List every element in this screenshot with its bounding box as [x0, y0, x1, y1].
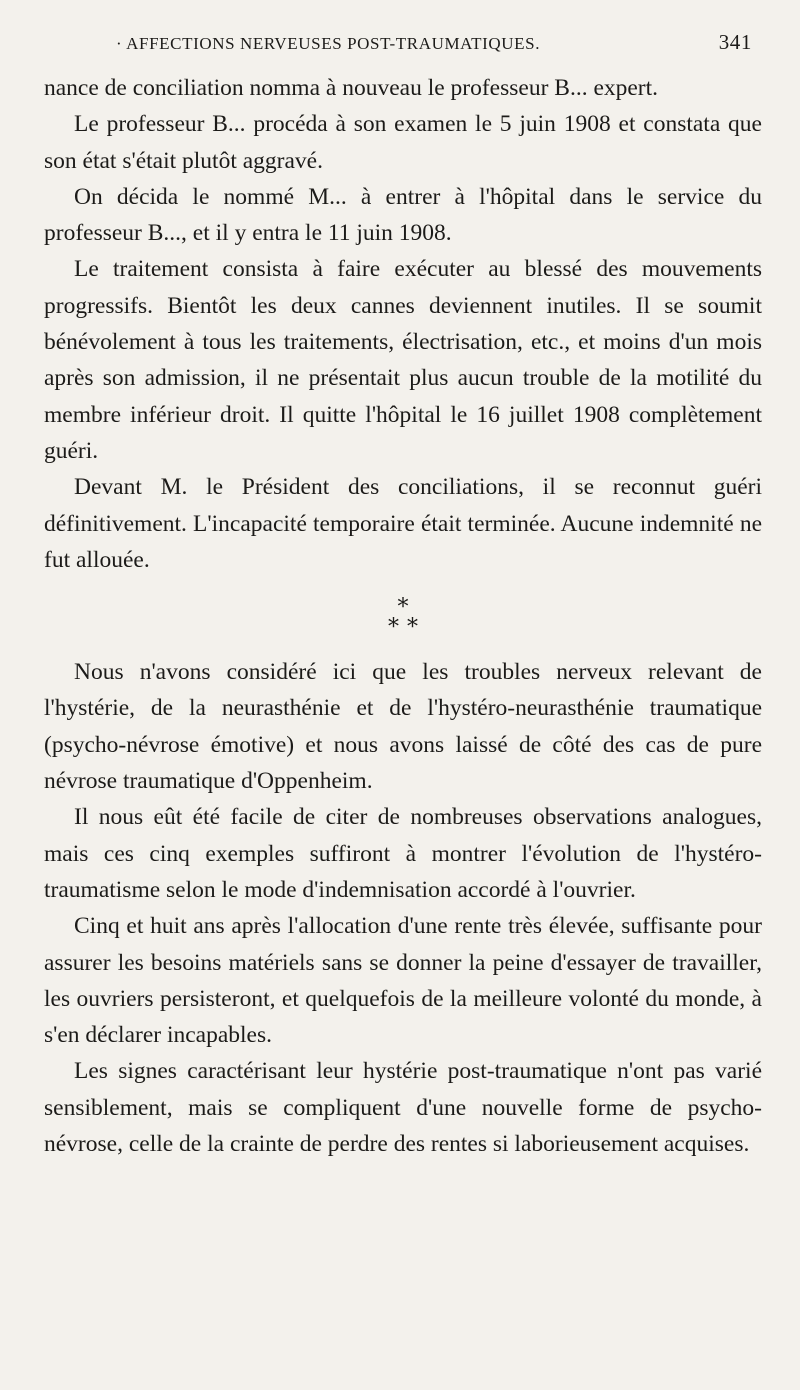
- body-text-continued: [44, 654, 762, 1162]
- page-header: [44, 30, 762, 70]
- paragraph: Cinq et huit ans après l'allocation d'une rente très élevée, suffisante pour assurer les besoins matériels sans se donner la peine d'essayer de travailler, les ouvriers persisteront, et quelquefois de la meilleure volonté du monde, à s'en déclarer incapables.: [44, 913, 762, 1049]
- paragraph: nance de conciliation nomma à nouveau le professeur B... expert.: [44, 75, 659, 101]
- running-title: · AFFECTIONS NERVEUSES POST-TRAUMATIQUES.: [116, 34, 541, 53]
- page-number: 341: [718, 30, 752, 54]
- separator-star-top: *: [397, 595, 409, 621]
- paragraph: On décida le nommé M... à entrer à l'hôpital dans le service du professeur B..., et il y entra le 11 juin 1908.: [44, 183, 762, 247]
- body-text: [44, 70, 762, 578]
- paragraph: Le traitement consista à faire exécuter au blessé des mouvements progressifs. Bientôt les deux cannes deviennent inutiles. Il se soumit bénévolement à tous les traitements, électrisation, etc., et moins d'un mois après son admission, il ne présentait plus aucun trouble de la motilité du membre inférieur droit. Il quitte l'hôpital le 16 juillet 1908 complètement guéri.: [44, 256, 762, 464]
- paragraph: Nous n'avons considéré ici que les troubles nerveux relevant de l'hystérie, de la neurasthénie et de l'hystéro-neurasthénie traumatique (psycho-névrose émotive) et nous avons laissé de côté des cas de pure névrose traumatique d'Oppenheim.: [44, 659, 762, 795]
- separator-stars-bottom: **: [388, 615, 426, 641]
- paragraph: Il nous eût été facile de citer de nombreuses observations analogues, mais ces cinq exemples suffiront à montrer l'évolution de l'hystéro-traumatisme selon le mode d'indemnisation accordé à l'ouvrier.: [44, 804, 762, 903]
- paragraph: Le professeur B... procéda à son examen le 5 juin 1908 et constata que son état s'était plutôt aggravé.: [44, 111, 762, 174]
- paragraph: Devant M. le Président des conciliations, il se reconnut guéri définitivement. L'incapacité temporaire était terminée. Aucune indemnité ne fut allouée.: [44, 474, 762, 573]
- paragraph: Les signes caractérisant leur hystérie post-traumatique n'ont pas varié sensiblement, mais se compliquent d'une nouvelle forme de psycho-névrose, celle de la crainte de perdre des rentes si laborieusement acquises.: [44, 1058, 762, 1158]
- section-separator: [44, 588, 762, 654]
